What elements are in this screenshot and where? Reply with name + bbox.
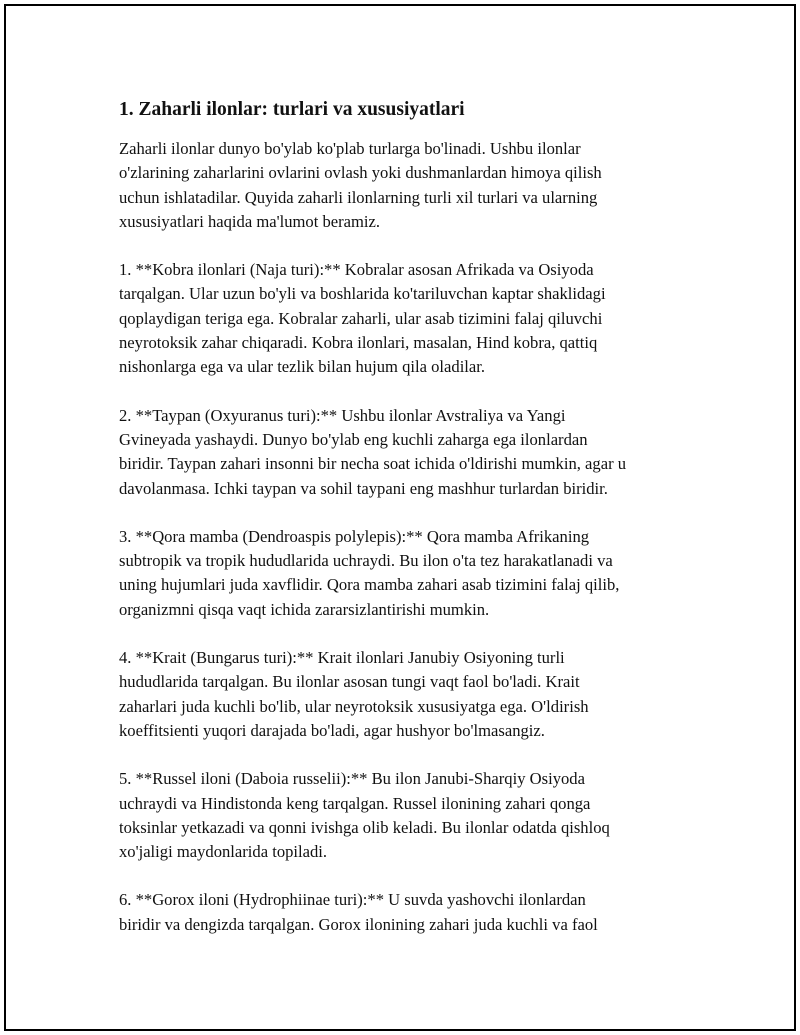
text-line: uchun ishlatadilar. Quyida zaharli ilonlarning turli xil turlari va ularning [119,187,598,207]
text-line: uchraydi va Hindistonda keng tarqalgan. Russel ilonining zahari qonga [119,793,591,813]
text-line: o'zlarining zaharlarini ovlarini ovlash yoki dushmanlardan himoya qilish [119,163,602,183]
document-page [4,4,796,1031]
text-line: uning hujumlari juda xavflidir. Qora mamba zahari asab tizimini falaj qilib, [119,575,620,595]
text-line: 2. **Taypan (Oxyuranus turi):** Ushbu ilonlar Avstraliya va Yangi [119,405,566,425]
text-line: xususiyatlari haqida ma'lumot beramiz. [119,211,381,231]
text-line: davolanmasa. Ichki taypan va sohil taypani eng mashhur turlardan biridir. [119,478,608,498]
text-line: qoplaydigan teriga ega. Kobralar zaharli, ular asab tizimini falaj qiluvchi [119,308,603,328]
russel-paragraph [119,767,709,864]
text-line: Gvineyada yashaydi. Dunyo bo'ylab eng kuchli zaharga ega ilonlardan [119,429,588,449]
text-line: tarqalgan. Ular uzun bo'yli va boshlarida ko'tariluvchan kaptar shaklidagi [119,284,606,304]
text-line: xo'jaligi maydonlarida topiladi. [119,842,328,862]
kobra-paragraph [119,258,709,379]
text-line: zaharlari juda kuchli bo'lib, ular neyrotoksik xususiyatga ega. O'ldirish [119,696,589,716]
taypan-paragraph [119,404,709,501]
qora-mamba-paragraph [119,525,709,622]
text-line: hududlarida tarqalgan. Bu ilonlar asosan tungi vaqt faol bo'ladi. Krait [119,672,580,692]
text-line: 1. **Kobra ilonlari (Naja turi):** Kobralar asosan Afrikada va Osiyoda [119,260,594,280]
gorox-paragraph [119,888,709,937]
text-line: 3. **Qora mamba (Dendroaspis polylepis):** Qora mamba Afrikaning [119,526,590,546]
text-line: biridir. Taypan zahari insonni bir necha soat ichida o'ldirishi mumkin, agar u [119,454,627,474]
page-title: 1. Zaharli ilonlar: turlari va xususiyatlari [119,99,465,120]
text-line: subtropik va tropik hududlarida uchraydi. Bu ilon o'ta tez harakatlanadi va [119,551,613,571]
text-line: neyrotoksik zahar chiqaradi. Kobra ilonlari, masalan, Hind kobra, qattiq [119,333,598,353]
document-body [119,95,709,961]
text-line: organizmni qisqa vaqt ichida zararsizlantirishi mumkin. [119,599,490,619]
text-line: 6. **Gorox iloni (Hydrophiinae turi):** U suvda yashovchi ilonlardan [119,890,586,910]
paragraph-list [119,137,709,937]
text-line: toksinlar yetkazadi va qonni ivishga olib keladi. Bu ilonlar odatda qishloq [119,817,610,837]
text-line: nishonlarga ega va ular tezlik bilan hujum qila oladilar. [119,357,486,377]
intro-paragraph [119,137,709,234]
text-line: 5. **Russel iloni (Daboia russelii):** Bu ilon Janubi-Sharqiy Osiyoda [119,769,585,789]
text-line: biridir va dengizda tarqalgan. Gorox ilonining zahari juda kuchli va faol [119,914,598,934]
text-line: Zaharli ilonlar dunyo bo'ylab ko'plab turlarga bo'linadi. Ushbu ilonlar [119,139,581,158]
text-line: 4. **Krait (Bungarus turi):** Krait ilonlari Janubiy Osiyoning turli [119,648,565,668]
krait-paragraph [119,646,709,743]
text-line: koeffitsienti yuqori darajada bo'ladi, agar hushyor bo'lmasangiz. [119,720,545,740]
